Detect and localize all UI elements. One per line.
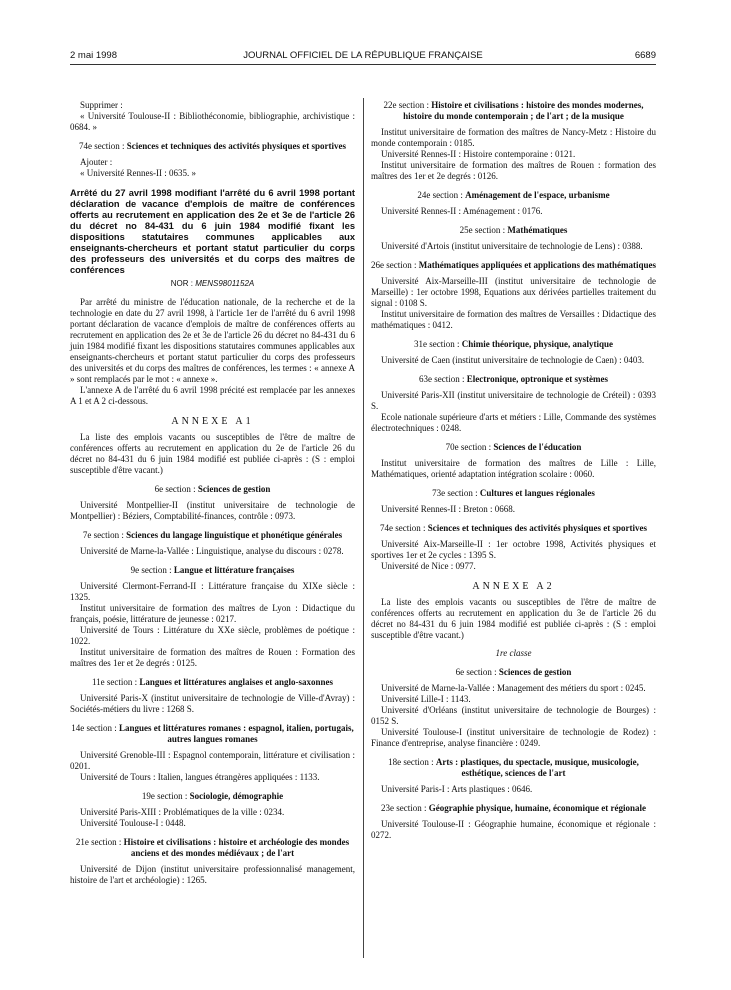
post-entry: Université Toulouse-I (institut universitaire de technologie de Rodez) : Finance d'entreprise, analyse financière : 0249. — [371, 727, 656, 748]
post-entry: Université Paris-XII (institut universitaire de technologie de Créteil) : 0393 S. — [371, 390, 656, 411]
section-heading — [371, 225, 656, 236]
post-entry: Université de Tours : Littérature du XXe siècle, problèmes de poétique : 1022. — [70, 625, 355, 646]
arrete-paragraph-2: L'annexe A de l'arrêté du 6 avril 1998 précité est remplacée par les annexes A 1 et A 2 ci-dessous. — [70, 385, 355, 406]
journal-title: JOURNAL OFFICIEL DE LA RÉPUBLIQUE FRANÇAISE — [243, 50, 483, 61]
section-title: Sciences du langage linguistique et phonétique générales — [126, 530, 343, 540]
ajouter-item: « Université Rennes-II : 0635. » — [80, 168, 196, 178]
section-number: 7e section : — [82, 530, 124, 540]
post-entry: Université de Tours : Italien, langues étrangères appliquées : 1133. — [80, 772, 320, 782]
section-number: 19e section : — [141, 791, 188, 801]
nor-reference — [70, 278, 355, 289]
section-heading — [70, 791, 355, 802]
post-entry: Université Toulouse-II : Géographie humaine, économique et régionale : 0272. — [371, 819, 656, 840]
supprimer-item: « Université Toulouse-II : Bibliothéconomie, bibliographie, archivistique : 0684. » — [70, 111, 355, 132]
section-title: Arts : plastiques, du spectacle, musique, musicologie, esthétique, sciences de l'art — [435, 757, 639, 778]
post-entry: Université Aix-Marseille-II : 1er octobre 1998, Activités physiques et sportives 1er et 2e cycles : 1395 S. — [371, 539, 656, 560]
supprimer-label: Supprimer : — [80, 100, 123, 110]
section-heading — [371, 339, 656, 350]
post-entry: Université Grenoble-III : Espagnol contemporain, littérature et civilisation : 0201. — [70, 750, 355, 771]
section-heading — [70, 723, 355, 745]
section-heading — [70, 677, 355, 688]
section-heading — [70, 565, 355, 576]
section-number: 74e section : — [380, 523, 426, 533]
post-entry: Université de Nice : 0977. — [381, 561, 476, 571]
page-number: 6689 — [634, 50, 656, 61]
section-number: 24e section : — [417, 190, 463, 200]
annexe-a2-intro: La liste des emplois vacants ou susceptibles de l'être de maître de conférences offerts au recrutement en application du 3e de l'article 26 du décret no 84-431 du 6 juin 1984 modifié est publiée ci-après : (S : emploi susceptible d'être vacant.) — [371, 597, 656, 640]
section-heading — [371, 757, 656, 779]
nor-label: NOR : — [170, 279, 193, 288]
header-rule — [70, 64, 656, 65]
section-heading — [371, 190, 656, 201]
annexe-a1-heading: ANNEXE A1 — [171, 416, 254, 427]
section-title: Sciences et techniques des activités physiques et sportives — [126, 141, 346, 151]
post-entry: Université Toulouse-I : 0448. — [80, 818, 186, 828]
section-heading — [371, 100, 656, 122]
section-number: 6e section : — [455, 667, 497, 677]
section-number: 70e section : — [445, 442, 492, 452]
section-heading — [371, 523, 656, 534]
section-title: Electronique, optronique et systèmes — [466, 374, 608, 384]
post-entry: Institut universitaire de formation des maîtres de Rouen : formation des maîtres des 1er et 2e degrés : 0126. — [371, 160, 656, 181]
section-title: Mathématiques appliquées et applications des mathématiques — [418, 260, 657, 270]
section-number: 63e section : — [419, 374, 465, 384]
column-divider — [363, 98, 364, 958]
section-number: 22e section : — [383, 100, 430, 110]
section-heading — [70, 141, 355, 152]
section-title: Sciences de gestion — [498, 667, 572, 677]
post-entry: Université d'Orléans (institut universitaire de technologie de Bourges) : 0152 S. — [371, 705, 656, 726]
post-entry: Université de Dijon (institut universitaire professionnalisé management, histoire de l'art et archéologie) : 1265. — [70, 864, 355, 885]
section-title: Langues et littératures romanes : espagnol, italien, portugais, autres langues romanes — [119, 723, 354, 744]
section-heading — [371, 442, 656, 453]
section-title: Histoire et civilisations : histoire des mondes modernes, histoire du monde contemporain ; de l'art ; de la musique — [403, 100, 644, 121]
post-entry: Université Lille-I : 1143. — [381, 694, 471, 704]
post-entry: Université Rennes-II : Aménagement : 0176. — [381, 206, 543, 216]
section-title: Chimie théorique, physique, analytique — [461, 339, 614, 349]
arrete-paragraph-1: Par arrêté du ministre de l'éducation nationale, de la recherche et de la technologie en date du 27 avril 1998, à l'article 1er de l'arrêté du 6 avril 1998 portant déclaration de vacance d'emplois de maître de conférences offerts au recrutement en application des 2e et 3e de l'article 26 du décret no 84-431 du 6 juin 1984 modifié fixant les dispositions statutaires communes applicables aux enseignants-chercheurs et portant statut particulier du corps des professeurs des universités et du corps des maîtres de conférences, les termes : « annexe A » sont remplacés par le mot : « annexe ». — [70, 297, 355, 384]
post-entry: Université Rennes-II : Breton : 0668. — [381, 504, 515, 514]
section-heading — [371, 803, 656, 814]
post-entry: Université Paris-X (institut universitaire de technologie de Ville-d'Avray) : Sociétés-métiers du livre : 1268 S. — [70, 693, 355, 714]
section-number: 26e section : — [371, 260, 417, 270]
section-heading — [371, 488, 656, 499]
section-title: Mathématiques — [507, 225, 568, 235]
section-number: 6e section : — [154, 484, 196, 494]
classe-heading: 1re classe — [495, 648, 532, 658]
section-title: Aménagement de l'espace, urbanisme — [465, 190, 610, 200]
section-number: 11e section : — [92, 677, 138, 687]
post-entry: Université de Caen (institut universitaire de technologie de Caen) : 0403. — [381, 355, 645, 365]
header-date: 2 mai 1998 — [70, 50, 118, 61]
post-entry: Université d'Artois (institut universitaire de technologie de Lens) : 0388. — [381, 241, 643, 251]
annexe-a2-heading: ANNEXE A2 — [472, 581, 555, 592]
section-number: 23e section : — [380, 803, 427, 813]
section-title: Histoire et civilisations : histoire et archéologie des mondes anciens et des mondes médiévaux ; de l'art — [123, 837, 350, 858]
post-entry: Université Paris-I : Arts plastiques : 0646. — [381, 784, 533, 794]
section-heading — [371, 667, 656, 678]
left-column — [70, 100, 355, 886]
section-title: Géographie physique, humaine, économique et régionale — [428, 803, 646, 813]
post-entry: Université Paris-XIII : Problématiques de la ville : 0234. — [80, 807, 285, 817]
section-heading — [70, 837, 355, 859]
section-title: Sociologie, démographie — [189, 791, 284, 801]
arrete-title: Arrêté du 27 avril 1998 modifiant l'arrêté du 6 avril 1998 portant déclaration de vacance d'emplois de maître de conférences offerts au recrutement en application des 2e et 3e de l'article 26 du décret no 84-431 du 6 juin 1984 modifié fixant les dispositions statutaires communes applicables aux enseignants-chercheurs et portant statut particulier du corps des professeurs des universités et du corps des maîtres de conférences — [70, 188, 355, 275]
section-number: 73e section : — [432, 488, 478, 498]
section-number: 31e section : — [413, 339, 460, 349]
post-entry: Université Aix-Marseille-III (institut universitaire de technologie de Marseille) : 1er octobre 1998, Equations aux dérivées partielles traitement du signal : 0108 S. — [371, 276, 656, 308]
section-number: 9e section : — [130, 565, 172, 575]
ajouter-label: Ajouter : — [80, 157, 113, 167]
post-entry: Institut universitaire de formation des maîtres de Rouen : Formation des maîtres des 1er et 2e degrés : 0125. — [70, 647, 355, 668]
section-number: 18e section : — [388, 757, 434, 767]
post-entry: Ecole nationale supérieure d'arts et métiers : Lille, Commande des systèmes électrotechniques : 0248. — [371, 412, 656, 433]
section-number: 21e section : — [75, 837, 122, 847]
right-column — [371, 100, 656, 841]
section-title: Sciences et techniques des activités physiques et sportives — [427, 523, 647, 533]
section-title: Langue et littérature françaises — [173, 565, 295, 575]
post-entry: Institut universitaire de formation des maîtres de Lille : Lille, Mathématiques, orienté adaptation intégration scolaire : 0060. — [371, 458, 656, 479]
section-heading — [371, 374, 656, 385]
post-entry: Institut universitaire de formation des maîtres de Versailles : Didactique des mathématiques : 0412. — [371, 309, 656, 330]
section-number: 25e section : — [459, 225, 506, 235]
section-heading — [371, 260, 656, 271]
annexe-a1-intro: La liste des emplois vacants ou susceptibles de l'être de maître de conférences offerts au recrutement en application du 2e de l'article 26 du décret no 84-431 du 6 juin 1984 modifié est publiée ci-après : (S : emploi susceptible d'être vacant.) — [70, 432, 355, 475]
nor-code: MENS9801152A — [195, 279, 255, 288]
post-entry: Université Clermont-Ferrand-II : Littérature française du XIXe siècle : 1325. — [70, 581, 355, 602]
section-title: Sciences de l'éducation — [493, 442, 582, 452]
post-entry: Institut universitaire de formation des maîtres de Nancy-Metz : Histoire du monde contemporain : 0185. — [371, 127, 656, 148]
post-entry: Institut universitaire de formation des maîtres de Lyon : Didactique du français, poésie, littérature de jeunesse : 0217. — [70, 603, 355, 624]
section-title: Sciences de gestion — [197, 484, 271, 494]
section-title: Langues et littératures anglaises et anglo-saxonnes — [139, 677, 333, 687]
post-entry: Université Rennes-II : Histoire contemporaine : 0121. — [381, 149, 576, 159]
section-title: Cultures et langues régionales — [479, 488, 595, 498]
section-number: 14e section : — [71, 723, 117, 733]
section-number: 74e section : — [79, 141, 125, 151]
post-entry: Université Montpellier-II (institut universitaire de technologie de Montpellier) : Béziers, Comptabilité-finances, contrôle : 0973. — [70, 500, 355, 521]
post-entry: Université de Marne-la-Vallée : Management des métiers du sport : 0245. — [381, 683, 646, 693]
post-entry: Université de Marne-la-Vallée : Linguistique, analyse du discours : 0278. — [80, 546, 344, 556]
section-heading — [70, 484, 355, 495]
section-heading — [70, 530, 355, 541]
